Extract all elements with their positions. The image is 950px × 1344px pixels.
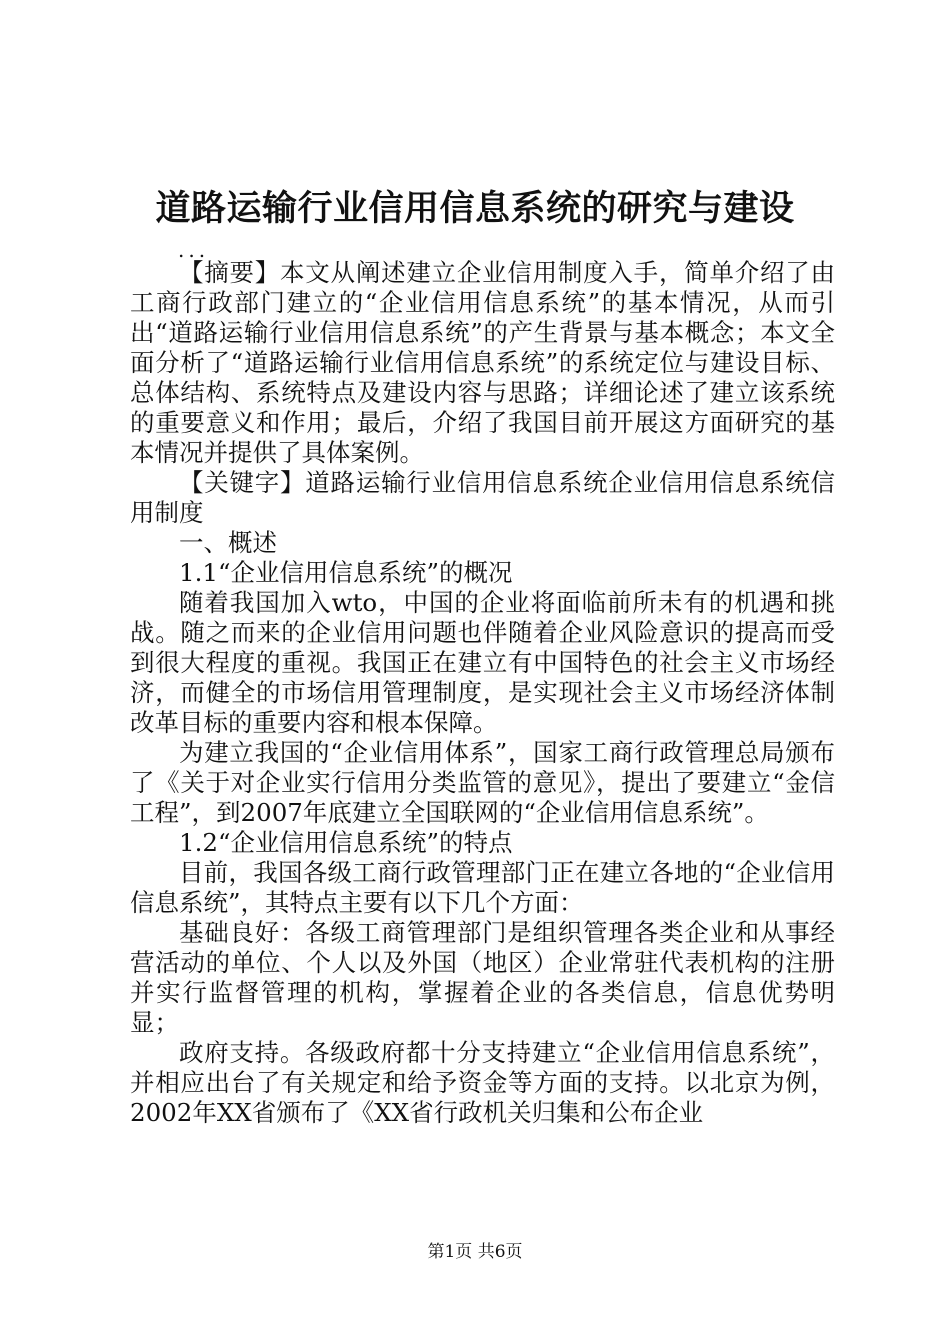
subsection-heading-1-2: 1.2“企业信用信息系统”的特点	[179, 828, 513, 857]
section-heading-overview: 一、概述	[179, 528, 277, 557]
body-paragraph: 目前，我国各级工商行政管理部门正在建立各地的“企业信用信息系统”，其特点主要有以下几个方面：	[130, 858, 835, 917]
keywords-paragraph: 【关键字】道路运输行业信用信息系统企业信用信息系统信用制度	[130, 468, 835, 527]
page-footer: 第1页 共6页	[427, 1242, 523, 1262]
document-body	[130, 258, 835, 1128]
body-paragraph: 政府支持。各级政府都十分支持建立“企业信用信息系统”，并相应出台了有关规定和给予资金等方面的支持。以北京为例，2002年XX省颁布了《XX省行政机关归集和公布企业	[130, 1038, 835, 1127]
document-title: 道路运输行业信用信息系统的研究与建设	[155, 189, 795, 229]
body-paragraph: 基础良好：各级工商管理部门是组织管理各类企业和从事经营活动的单位、个人以及外国（地区）企业常驻代表机构的注册并实行监督管理的机构，掌握着企业的各类信息，信息优势明显；	[130, 918, 835, 1037]
abstract-paragraph: 【摘要】本文从阐述建立企业信用制度入手，简单介绍了由工商行政部门建立的“企业信用信息系统”的基本情况，从而引出“道路运输行业信用信息系统”的产生背景与基本概念；本文全面分析了“道路运输行业信用信息系统”的系统定位与建设目标、总体结构、系统特点及建设内容与思路；详细论述了建立该系统的重要意义和作用；最后，介绍了我国目前开展这方面研究的基本情况并提供了具体案例。	[130, 258, 835, 467]
body-paragraph: 随着我国加入wto，中国的企业将面临前所未有的机遇和挑战。随之而来的企业信用问题也伴随着企业风险意识的提高而受到很大程度的重视。我国正在建立有中国特色的社会主义市场经济，而健全的市场信用管理制度，是实现社会主义市场经济体制改革目标的重要内容和根本保障。	[130, 588, 835, 737]
subsection-heading-1-1: 1.1“企业信用信息系统”的概况	[179, 558, 513, 587]
ellipsis-mark: ...	[178, 238, 210, 262]
body-paragraph: 为建立我国的“企业信用体系”，国家工商行政管理总局颁布了《关于对企业实行信用分类监管的意见》，提出了要建立“金信工程”，到2007年底建立全国联网的“企业信用信息系统”。	[130, 738, 835, 827]
